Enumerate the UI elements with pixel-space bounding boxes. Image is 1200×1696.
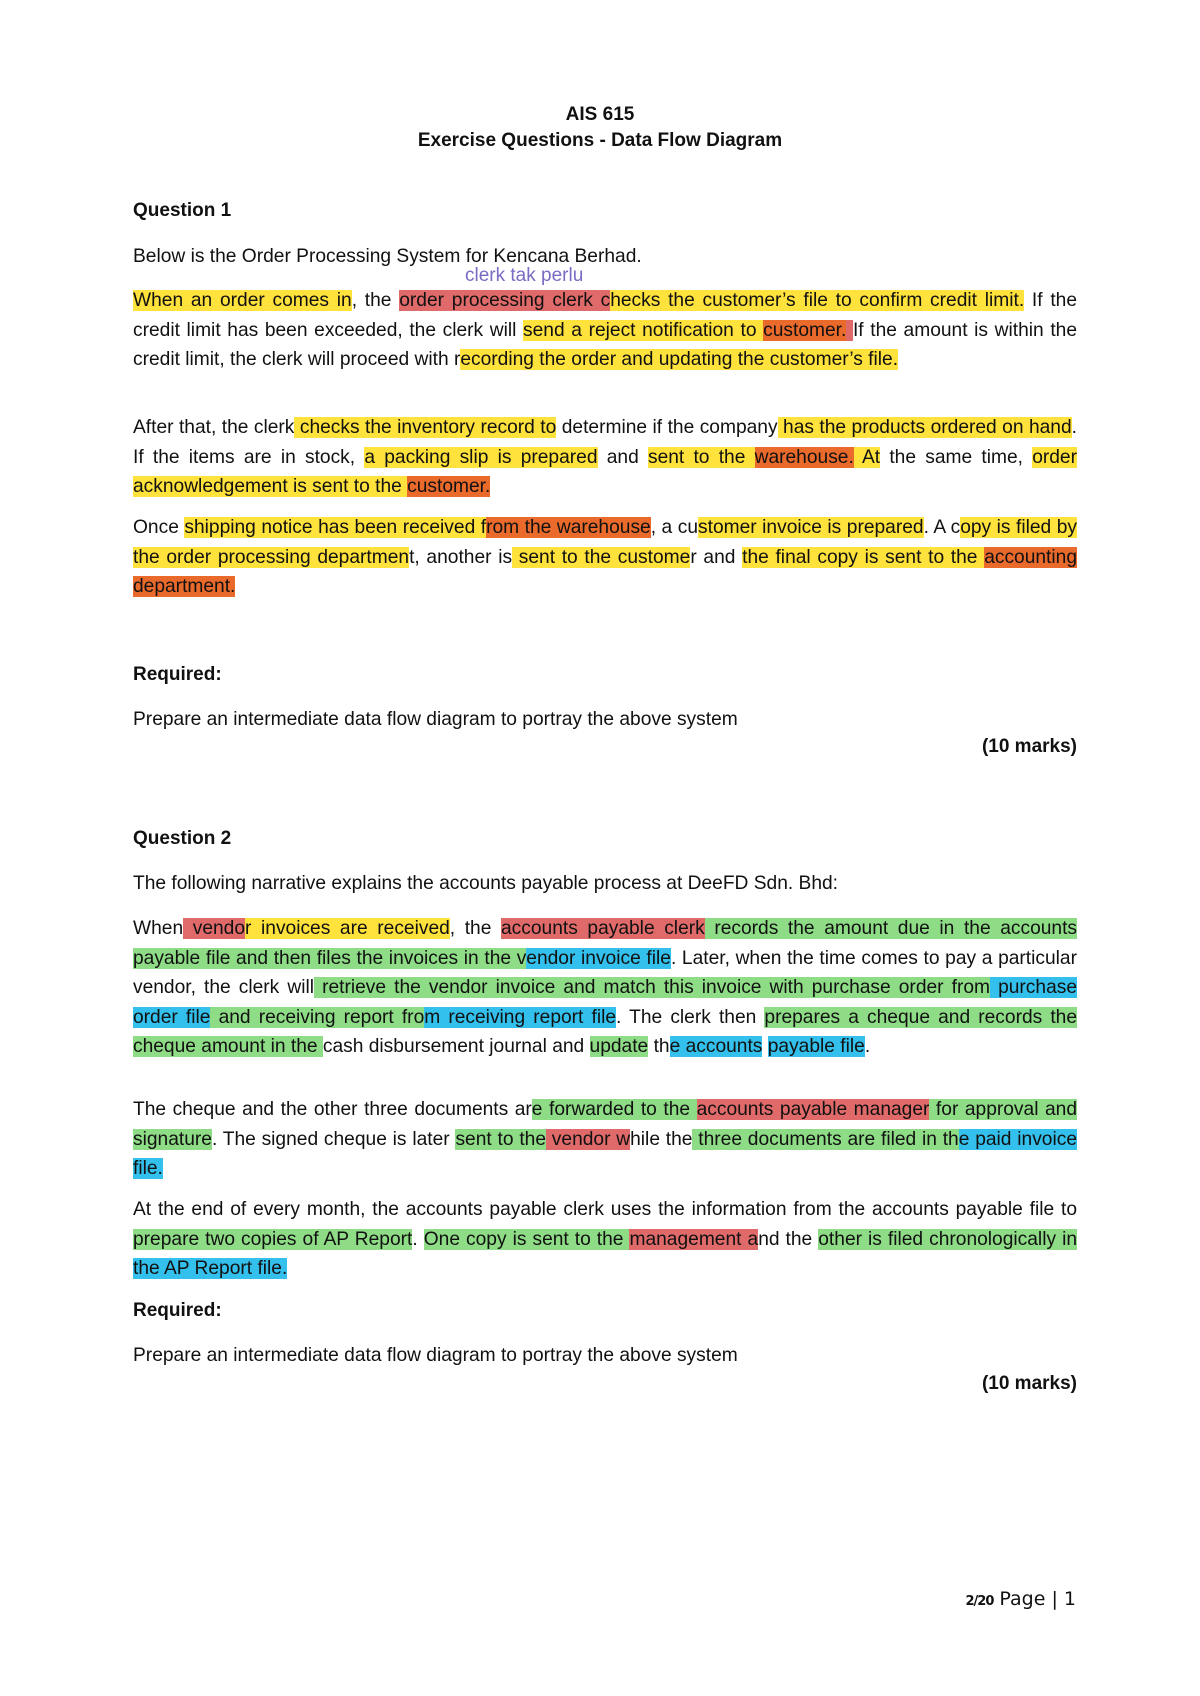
paragraph-text: . xyxy=(864,1036,871,1057)
highlighted-text: has the products ordered on hand xyxy=(777,417,1072,438)
highlighted-text: e paid invoice file. xyxy=(133,1128,1077,1179)
document-title: Exercise Questions - Data Flow Diagram xyxy=(417,130,783,151)
highlighted-text: and receiving report fro xyxy=(210,1006,425,1028)
highlighted-text: prepares a cheque and records the cheque amount in the xyxy=(133,1006,1078,1057)
highlighted-text: purchase order file xyxy=(133,977,1078,1028)
highlighted-text: accounting department. xyxy=(133,546,1077,597)
highlighted-text: a packing slip is prepared xyxy=(364,446,598,468)
q2-task: Prepare an intermediate data flow diagram to portray the above system xyxy=(133,1345,738,1366)
highlighted-text: rom the xyxy=(486,517,557,538)
paragraph-text: Once xyxy=(133,517,185,538)
paragraph-text: th xyxy=(648,1036,670,1057)
paragraph-text: nd the xyxy=(758,1228,819,1250)
highlighted-text: m receiving report file xyxy=(424,1006,617,1028)
highlighted-text: endor invoice file xyxy=(526,947,671,969)
highlighted-text: checks the inventory record to xyxy=(294,417,557,438)
q1-paragraph-3 xyxy=(133,513,1077,602)
q2-paragraph-3 xyxy=(133,1195,1077,1284)
highlighted-text: accounts payable clerk xyxy=(501,918,705,939)
paragraph-text: . If the items are in stock, xyxy=(133,417,1077,468)
highlighted-text: update xyxy=(589,1036,649,1057)
paragraph-text: . Later, when the time comes to pay a particular vendor, the clerk will xyxy=(133,947,1077,998)
question-2-intro: The following narrative explains the accounts payable process at DeeFD Sdn. Bhd: xyxy=(133,873,839,894)
paragraph-text: r and xyxy=(690,546,743,568)
paragraph-text: At the end of every month, the accounts payable clerk uses the information from the accounts payable file to xyxy=(133,1199,1077,1220)
q1-marks: (10 marks) xyxy=(981,736,1077,757)
highlighted-text: shipping notice has been received f xyxy=(184,517,487,538)
question-1-heading: Question 1 xyxy=(133,200,232,221)
highlighted-text: ent to the xyxy=(542,1228,630,1250)
highlighted-text xyxy=(846,320,853,341)
q2-required-label: Required: xyxy=(133,1300,222,1321)
highlighted-text: At xyxy=(853,446,881,468)
highlighted-text: vendor w xyxy=(546,1128,631,1150)
highlighted-text: re xyxy=(704,918,732,939)
question-2-heading: Question 2 xyxy=(133,828,232,849)
highlighted-text: order processing clerk c xyxy=(399,290,611,311)
paragraph-text xyxy=(762,1036,767,1057)
paragraph-text: After that, the clerk xyxy=(133,417,295,438)
highlighted-text: for approval and signature xyxy=(133,1099,1078,1150)
paragraph-text: If the credit limit has been exceeded, the clerk will xyxy=(133,290,1078,341)
highlighted-text: e forwarded to the xyxy=(531,1099,697,1120)
footer-code: 2/20 xyxy=(965,1594,994,1609)
paragraph-text: When xyxy=(133,918,184,939)
highlighted-text: management a xyxy=(629,1228,759,1250)
highlighted-text: other is filed chronologically in xyxy=(818,1228,1078,1250)
paragraph-text: determine if the company xyxy=(556,417,778,438)
highlighted-text: payable file xyxy=(767,1036,865,1057)
paragraph-text: t, another is xyxy=(409,546,513,568)
paragraph-text: hile the xyxy=(630,1128,693,1150)
highlighted-text: retrieve the vendor invoice and match this invoice with purchase order from xyxy=(314,977,990,998)
highlighted-text: ecording the order and updating the customer’s file. xyxy=(460,349,899,370)
highlighted-text: customer. xyxy=(407,476,491,497)
question-1-intro: Below is the Order Processing System for Kencana Berhad. xyxy=(133,246,642,267)
highlighted-text: e accounts xyxy=(669,1036,763,1057)
q1-paragraph-2 xyxy=(133,413,1077,502)
q1-task: Prepare an intermediate data flow diagram to portray the above system xyxy=(133,709,738,730)
q2-paragraph-1 xyxy=(133,914,1077,1062)
highlighted-text: warehouse. xyxy=(754,446,854,468)
q2-marks: (10 marks) xyxy=(981,1373,1077,1394)
highlighted-text: customer. xyxy=(763,319,847,341)
highlighted-text: send a reject notification to xyxy=(523,319,764,341)
highlighted-text: One copy is s xyxy=(423,1228,543,1250)
highlighted-text: cords the amount due in the accounts payable file and then files the invoices in the v xyxy=(133,918,1078,969)
q1-required-label: Required: xyxy=(133,664,222,685)
page-number: Page | 1 xyxy=(999,1588,1076,1610)
paragraph-text: The cheque and the other three documents ar xyxy=(133,1099,532,1120)
highlighted-text: sent to the custome xyxy=(512,546,691,568)
paragraph-text: . The signed cheque is later xyxy=(211,1128,456,1150)
highlighted-text: When an order comes in xyxy=(133,290,352,311)
highlighted-text: three documents are filed in th xyxy=(692,1128,959,1150)
highlighted-text: order acknowledgement is sent to the xyxy=(133,446,1077,497)
highlighted-text: sent to the xyxy=(647,446,755,468)
highlighted-text: opy is filed by the order processing departmen xyxy=(133,517,1077,568)
paragraph-text: the same time, xyxy=(880,446,1033,468)
paragraph-text: . xyxy=(412,1228,424,1250)
highlighted-text: hecks the customer’s file to confirm credit limit. xyxy=(610,290,1025,311)
highlighted-text: the AP Report file. xyxy=(133,1258,288,1279)
paragraph-text: cash disbursement journal and xyxy=(322,1036,590,1057)
highlighted-text: prepare two copies of AP Report xyxy=(133,1228,413,1250)
highlighted-text: stomer invoice is prepared xyxy=(698,517,924,538)
q1-paragraph-1 xyxy=(133,286,1077,375)
paragraph-text: If the amount is within the credit limit, the clerk will proceed with r xyxy=(133,319,1078,370)
highlighted-text: warehouse xyxy=(556,517,651,538)
paragraph-text: . The clerk then xyxy=(616,1006,765,1028)
highlighted-text: the final copy is sent to the xyxy=(742,546,985,568)
paragraph-text: . A c xyxy=(923,517,961,538)
highlighted-text: r invoices are received xyxy=(245,918,450,939)
paragraph-text: , the xyxy=(449,918,501,939)
highlighted-text: vendo xyxy=(183,918,246,939)
highlighted-text: accounts payable manager xyxy=(696,1099,930,1120)
q2-paragraph-2 xyxy=(133,1095,1077,1184)
paragraph-text: , a cu xyxy=(650,517,699,538)
course-code: AIS 615 xyxy=(565,104,635,125)
handwritten-annotation: clerk tak perlu xyxy=(465,265,584,286)
page-footer xyxy=(965,1588,1076,1610)
paragraph-text: and xyxy=(597,446,648,468)
highlighted-text: sent to the xyxy=(455,1128,546,1150)
paragraph-text: , the xyxy=(351,290,400,311)
